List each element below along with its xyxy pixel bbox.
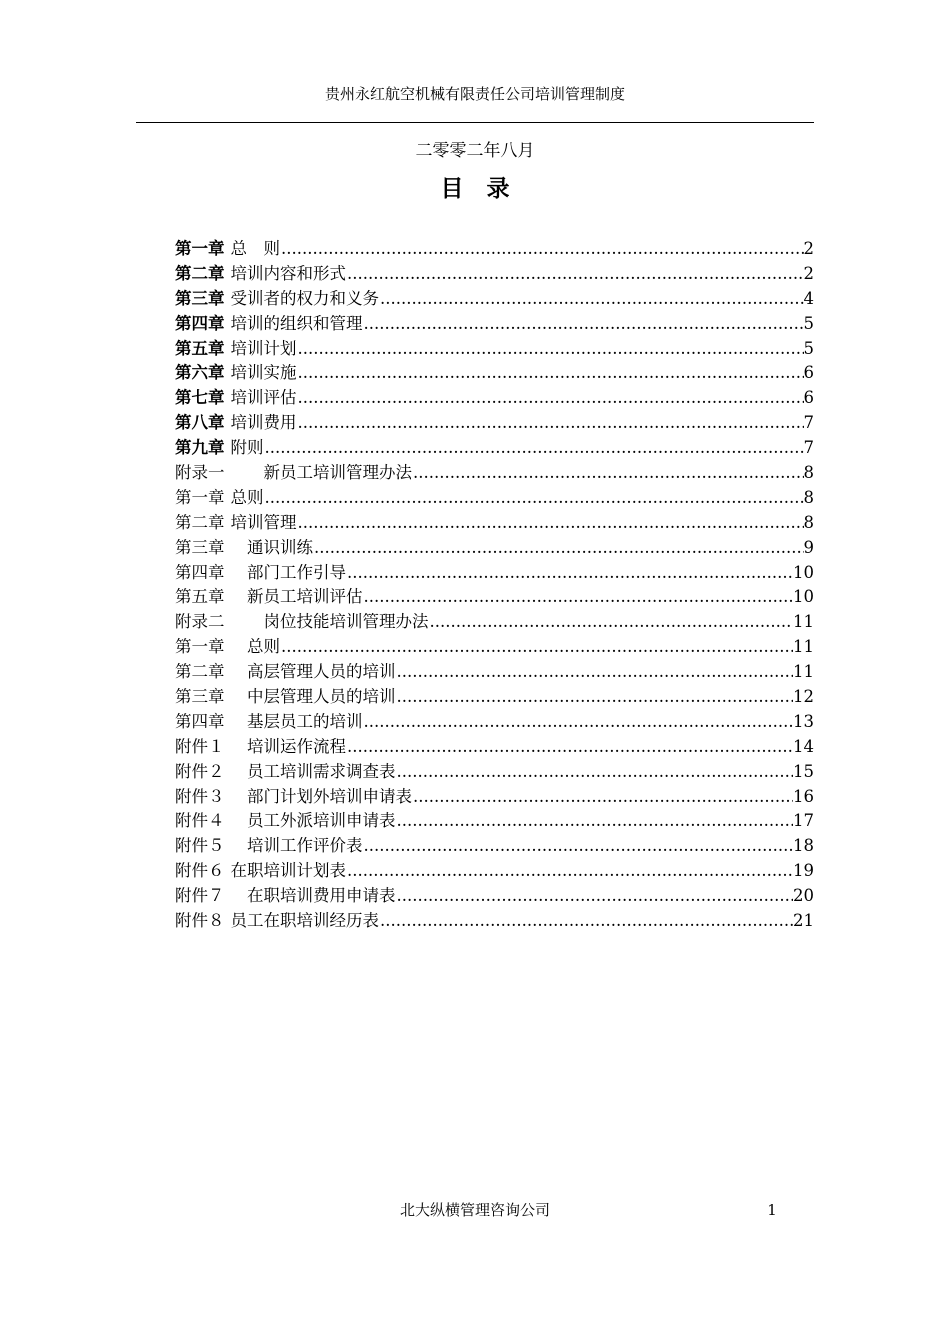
toc-dot-leader: [397, 760, 794, 785]
toc-entry[interactable]: [175, 361, 814, 386]
toc-entry-title: 培训的组织和管理: [230, 313, 363, 333]
toc-entry-chapter: 第七章: [175, 388, 225, 408]
footer-company: 北大纵横管理咨询公司: [399, 1201, 550, 1219]
toc-entry-page: 16: [793, 786, 814, 806]
toc-dot-leader: [413, 785, 793, 810]
toc-entry-page: 11: [793, 612, 814, 632]
toc-dot-leader: [397, 884, 794, 909]
toc-entry-page: 5: [803, 338, 814, 358]
toc-entry-title: 新员工培训评估: [230, 587, 363, 607]
toc-entry[interactable]: [175, 312, 814, 337]
toc-entry-title: 总则: [230, 637, 280, 657]
toc-dot-leader: [430, 610, 794, 635]
toc-entry[interactable]: [175, 486, 814, 511]
toc-entry[interactable]: [175, 660, 814, 685]
toc-dot-leader: [347, 735, 793, 760]
toc-dot-leader: [281, 635, 793, 660]
toc-entry[interactable]: [175, 262, 814, 287]
toc-dot-leader: [347, 561, 793, 586]
toc-entry-title: 受训者的权力和义务: [230, 288, 379, 308]
toc-entry[interactable]: [175, 411, 814, 436]
toc-entry[interactable]: [175, 461, 814, 486]
toc-entry[interactable]: [175, 287, 814, 312]
toc-entry-chapter: 第九章: [175, 438, 225, 458]
toc-entry-chapter: 第一章: [175, 239, 225, 258]
toc-entry-page: 7: [803, 438, 814, 458]
toc-entry-page: 18: [793, 836, 814, 856]
toc-entry-chapter: 第三章: [175, 537, 225, 557]
toc-entry-chapter: 附件７: [175, 886, 225, 906]
toc-dot-leader: [364, 585, 794, 610]
toc-entry-chapter: 第三章: [175, 687, 225, 707]
toc-entry-title: 培训计划: [230, 338, 297, 358]
toc-entry-chapter: 第五章: [175, 338, 225, 358]
toc-dot-leader: [265, 486, 804, 511]
toc-entry-chapter: 第一章: [175, 637, 225, 657]
toc-entry[interactable]: [175, 635, 814, 660]
toc-entry-page: 11: [793, 637, 814, 657]
header-rule: [136, 122, 814, 123]
toc-dot-leader: [298, 386, 804, 411]
toc-entry-page: 5: [803, 313, 814, 333]
toc-entry-title: 培训内容和形式: [230, 263, 346, 283]
toc-entry-page: 13: [793, 711, 814, 731]
toc-dot-leader: [347, 859, 793, 884]
toc-entry-title: 员工培训需求调查表: [230, 761, 396, 781]
toc-dot-leader: [364, 710, 794, 735]
toc-entry-chapter: 附件６: [175, 861, 225, 881]
toc-entry-chapter: 第二章: [175, 263, 225, 283]
table-of-contents: [175, 237, 814, 934]
toc-entry-title: 附则: [230, 438, 264, 458]
toc-dot-leader: [380, 287, 804, 312]
toc-entry[interactable]: [175, 337, 814, 362]
toc-entry-chapter: 第四章: [175, 313, 225, 333]
toc-entry-chapter: 附件８: [175, 911, 225, 931]
toc-entry-title: 员工外派培训申请表: [230, 811, 396, 831]
toc-entry[interactable]: [175, 710, 814, 735]
toc-entry-title: 在职培训计划表: [230, 861, 346, 881]
toc-entry-title: 新员工培训管理办法: [230, 463, 412, 483]
toc-entry-title: 培训实施: [230, 363, 297, 383]
toc-entry-chapter: 第二章: [175, 512, 225, 532]
toc-entry[interactable]: [175, 585, 814, 610]
toc-dot-leader: [397, 660, 794, 685]
toc-dot-leader: [413, 461, 804, 486]
toc-entry-title: 员工在职培训经历表: [230, 911, 379, 931]
toc-entry-title: 培训费用: [230, 413, 297, 433]
toc-dot-leader: [298, 337, 804, 362]
toc-entry[interactable]: [175, 760, 814, 785]
toc-entry[interactable]: [175, 785, 814, 810]
toc-entry-chapter: 附录一: [175, 463, 225, 483]
toc-entry-title: 基层员工的培训: [230, 711, 363, 731]
toc-entry-title: 总则: [230, 487, 264, 507]
toc-entry-title: 通识训练: [230, 537, 313, 557]
toc-dot-leader: [265, 436, 804, 461]
toc-entry-page: 17: [793, 811, 814, 831]
toc-entry-title: 培训工作评价表: [230, 836, 363, 856]
toc-entry-page: 2: [803, 239, 814, 258]
toc-entry-page: 10: [793, 562, 814, 582]
toc-entry-title: 培训评估: [230, 388, 297, 408]
toc-entry-title: 总 则: [230, 239, 280, 258]
toc-entry[interactable]: [175, 536, 814, 561]
toc-dot-leader: [347, 262, 804, 287]
toc-entry-chapter: 附件１: [175, 736, 225, 756]
toc-entry-title: 培训管理: [230, 512, 297, 532]
toc-entry-page: 9: [803, 537, 814, 557]
toc-entry-chapter: 第一章: [175, 487, 225, 507]
toc-entry-page: 8: [803, 463, 814, 483]
toc-entry-chapter: 第六章: [175, 363, 225, 383]
toc-entry-page: 8: [803, 512, 814, 532]
toc-entry-chapter: 第三章: [175, 288, 225, 308]
toc-entry-chapter: 附件３: [175, 786, 225, 806]
toc-entry-page: 6: [803, 388, 814, 408]
toc-entry[interactable]: [175, 809, 814, 834]
toc-entry-page: 20: [793, 886, 814, 906]
date-line: 二零零二年八月: [415, 141, 535, 161]
toc-entry-page: 8: [803, 487, 814, 507]
toc-entry-chapter: 第五章: [175, 587, 225, 607]
toc-entry[interactable]: [175, 436, 814, 461]
toc-entry-chapter: 第八章: [175, 413, 225, 433]
toc-dot-leader: [364, 312, 804, 337]
toc-entry[interactable]: [175, 610, 814, 635]
toc-entry[interactable]: [175, 735, 814, 760]
toc-entry-chapter: 附件４: [175, 811, 225, 831]
toc-dot-leader: [380, 909, 793, 934]
toc-dot-leader: [281, 237, 804, 262]
toc-entry[interactable]: [175, 237, 814, 262]
toc-entry-chapter: 第四章: [175, 562, 225, 582]
toc-entry-title: 培训运作流程: [230, 736, 346, 756]
toc-entry-title: 岗位技能培训管理办法: [230, 612, 429, 632]
toc-entry-page: 6: [803, 363, 814, 383]
toc-dot-leader: [397, 685, 794, 710]
toc-entry-title: 在职培训费用申请表: [230, 886, 396, 906]
toc-dot-leader: [298, 361, 804, 386]
toc-entry-chapter: 附件５: [175, 836, 225, 856]
toc-entry-chapter: 附件２: [175, 761, 225, 781]
toc-entry[interactable]: [175, 386, 814, 411]
toc-entry-title: 高层管理人员的培训: [230, 662, 396, 682]
toc-entry-page: 19: [793, 861, 814, 881]
toc-entry-title: 部门计划外培训申请表: [230, 786, 412, 806]
toc-entry-page: 15: [793, 761, 814, 781]
footer-page-number: 1: [767, 1201, 777, 1219]
toc-entry-chapter: 附录二: [175, 612, 225, 632]
toc-entry-title: 中层管理人员的培训: [230, 687, 396, 707]
toc-entry-page: 4: [803, 288, 814, 308]
toc-entry-page: 12: [793, 687, 814, 707]
toc-entry[interactable]: [175, 561, 814, 586]
toc-entry-chapter: 第二章: [175, 662, 225, 682]
toc-dot-leader: [298, 511, 804, 536]
toc-dot-leader: [298, 411, 804, 436]
toc-entry-chapter: 第四章: [175, 711, 225, 731]
toc-entry-title: 部门工作引导: [230, 562, 346, 582]
toc-entry[interactable]: [175, 884, 814, 909]
toc-entry-page: 21: [793, 911, 814, 931]
toc-entry-page: 7: [803, 413, 814, 433]
toc-entry[interactable]: [175, 909, 814, 934]
toc-entry-page: 11: [793, 662, 814, 682]
page-header: 贵州永红航空机械有限责任公司培训管理制度: [324, 85, 625, 103]
toc-entry-page: 14: [793, 736, 814, 756]
toc-entry[interactable]: [175, 834, 814, 859]
toc-dot-leader: [314, 536, 804, 561]
toc-dot-leader: [397, 809, 794, 834]
toc-entry-page: 2: [803, 263, 814, 283]
toc-dot-leader: [364, 834, 794, 859]
toc-entry[interactable]: [175, 859, 814, 884]
toc-entry[interactable]: [175, 685, 814, 710]
toc-entry[interactable]: [175, 511, 814, 536]
toc-entry-page: 10: [793, 587, 814, 607]
toc-title: 目 录: [440, 176, 510, 202]
